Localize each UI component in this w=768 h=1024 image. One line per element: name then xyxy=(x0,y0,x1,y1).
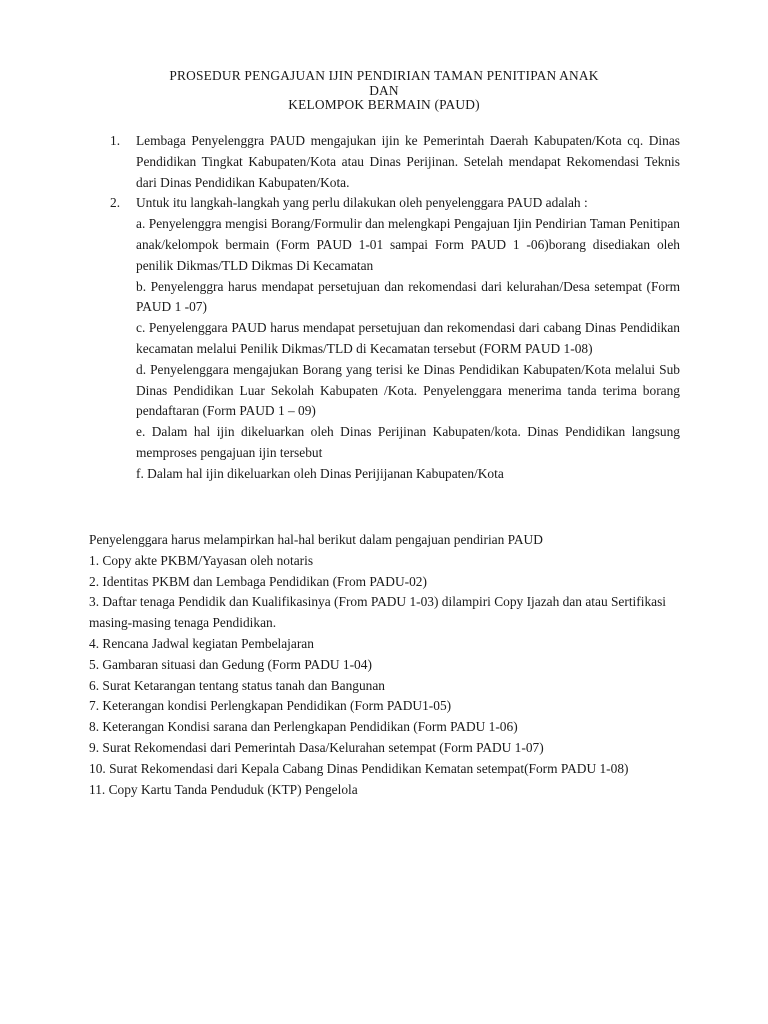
requirements-intro: Penyelenggara harus melampirkan hal-hal berikut dalam pengajuan pendirian PAUD xyxy=(89,532,543,547)
title-line-2: DAN xyxy=(369,82,399,98)
procedure-item-number: 1. xyxy=(110,133,121,148)
procedure-step-d: d. Penyelenggara mengajukan Borang yang terisi ke Dinas Pendidikan Kabupaten/Kota melalui Sub Dinas Pendidikan Luar Sekolah Kabupaten /Kota. Penyelenggara menerima tanda terima borang pendaftaran (Form PAUD 1 – 09) xyxy=(136,361,680,419)
requirement-item: 1. Copy akte PKBM/Yayasan oleh notaris xyxy=(89,552,314,568)
procedure-item-2 xyxy=(110,193,680,484)
procedure-item-1 xyxy=(110,131,680,193)
procedure-item-number: 2. xyxy=(110,195,121,211)
requirements-section xyxy=(89,530,680,800)
procedure-item-text: Lembaga Penyelenggra PAUD mengajukan ijin ke Pemerintah Daerah Kabupaten/Kota cq. Dinas Pendidikan Tingkat Kabupaten/Kota atau Dinas Perijinan. Setelah mendapat Rekomendasi Teknis dari Dinas Pendidikan Kabupaten/Kota. xyxy=(136,133,680,190)
requirement-item: 2. Identitas PKBM dan Lembaga Pendidikan (From PADU-02) xyxy=(89,573,427,589)
requirement-item: 4. Rencana Jadwal kegiatan Pembelajaran xyxy=(89,635,314,651)
procedure-list xyxy=(110,131,680,485)
title-line-1: PROSEDUR PENGAJUAN IJIN PENDIRIAN TAMAN PENITIPAN ANAK xyxy=(169,68,599,83)
requirement-item: 6. Surat Ketarangan tentang status tanah dan Bangunan xyxy=(89,677,385,693)
procedure-item-text: Untuk itu langkah-langkah yang perlu dilakukan oleh penyelenggara PAUD adalah : xyxy=(136,195,588,211)
requirement-item: 10. Surat Rekomendasi dari Kepala Cabang Dinas Pendidikan Kematan setempat(Form PADU 1-08) xyxy=(89,760,629,776)
procedure-step-a: a. Penyelenggra mengisi Borang/Formulir dan melengkapi Pengajuan Ijin Pendirian Taman Penitipan anak/kelompok bermain (Form PAUD 1-01 sampai Form PAUD 1 -06)borang disediakan oleh penilik Dikmas/TLD Dikmas Di Kecamatan xyxy=(136,216,680,273)
document-title xyxy=(0,69,768,113)
requirement-item: 7. Keterangan kondisi Perlengkapan Pendidikan (Form PADU1-05) xyxy=(89,698,452,714)
procedure-step-f: f. Dalam hal ijin dikeluarkan oleh Dinas Perijijanan Kabupaten/Kota xyxy=(136,465,504,481)
procedure-step-c: c. Penyelenggara PAUD harus mendapat persetujuan dan rekomendasi dari cabang Dinas Pendidikan kecamatan melalui Penilik Dikmas/TLD di Kecamatan tersebut (FORM PAUD 1-08) xyxy=(136,320,680,356)
requirement-item: 5. Gambaran situasi dan Gedung (Form PADU 1-04) xyxy=(89,656,372,672)
procedure-step-b: b. Penyelenggra harus mendapat persetujuan dan rekomendasi dari kelurahan/Desa setempat (Form PAUD 1 -07) xyxy=(136,278,680,315)
requirement-item: 9. Surat Rekomendasi dari Pemerintah Dasa/Kelurahan setempat (Form PADU 1-07) xyxy=(89,739,544,755)
requirement-item: 11. Copy Kartu Tanda Penduduk (KTP) Pengelola xyxy=(89,781,358,797)
title-line-3: KELOMPOK BERMAIN (PAUD) xyxy=(288,97,480,112)
requirement-item: 8. Keterangan Kondisi sarana dan Perlengkapan Pendidikan (Form PADU 1-06) xyxy=(89,719,518,735)
requirement-item: 3. Daftar tenaga Pendidik dan Kualifikasinya (From PADU 1-03) dilampiri Copy Ijazah dan atau Sertifikasi masing-masing tenaga Pendidikan. xyxy=(89,594,667,631)
procedure-step-e: e. Dalam hal ijin dikeluarkan oleh Dinas Perijinan Kabupaten/kota. Dinas Pendidikan langsung memproses pengajuan ijin tersebut xyxy=(136,424,680,460)
